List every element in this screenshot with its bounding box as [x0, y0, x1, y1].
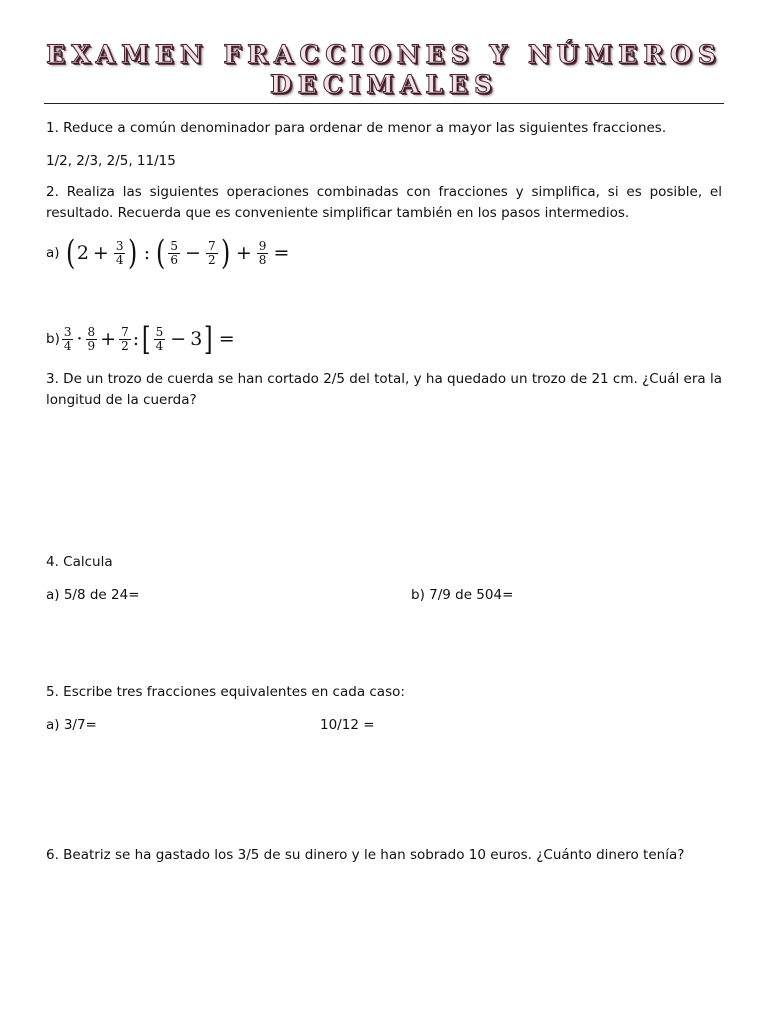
numerator: 3 [115, 238, 124, 253]
question-6-text: 6. Beatriz se ha gastado los 3/5 de su dinero y le han sobrado 10 euros. ¿Cuánto dinero tenía? [46, 847, 685, 863]
open-paren: ( [156, 233, 166, 273]
close-paren: ) [128, 233, 138, 273]
denominator: 4 [63, 338, 72, 353]
question-5-text: 5. Escribe tres fracciones equivalentes en cada caso: [46, 684, 405, 700]
numerator: 5 [170, 238, 179, 253]
minus-sign: − [170, 328, 187, 350]
question-2-text: 2. Realiza las siguientes operaciones combinadas con fracciones y simplifica, si es posible, el resultado. Recuerda que es conveniente simplificar también en los pasos intermedios. [46, 184, 722, 221]
numerator: 8 [87, 324, 96, 339]
equals-sign: = [273, 242, 290, 264]
denominator: 4 [115, 252, 124, 267]
expression-b-label: b) [46, 331, 60, 347]
division-sign: : [132, 328, 140, 350]
title-divider [44, 103, 724, 104]
fraction [257, 240, 269, 267]
numerator: 5 [155, 324, 164, 339]
numerator: 7 [207, 238, 216, 253]
fraction [62, 326, 74, 353]
fraction [154, 326, 166, 353]
equals-sign: = [218, 328, 235, 350]
denominator: 9 [87, 338, 96, 353]
expression-b [46, 320, 239, 358]
expression-a [46, 233, 293, 273]
denominator: 4 [155, 338, 164, 353]
exam-title: EXAMEN FRACCIONES Y NÚMEROS DECIMALES [46, 40, 722, 99]
question-4-item-b: b) 7/9 de 504= [411, 587, 514, 603]
denominator: 2 [121, 338, 129, 353]
question-3-text: 3. De un trozo de cuerda se han cortado 2/5 del total, y ha quedado un trozo de 21 cm. ¿Cuál era la longitud de la cuerda? [46, 371, 722, 408]
whole-number: 2 [76, 242, 89, 264]
expression-a-label: a) [46, 245, 60, 261]
question-4-item-a: a) 5/8 de 24= [46, 587, 140, 603]
plus-sign: + [100, 328, 117, 350]
numerator: 7 [121, 324, 129, 339]
fraction [206, 240, 218, 267]
fraction [168, 240, 180, 267]
close-paren: ) [220, 233, 230, 273]
plus-sign: + [92, 242, 109, 264]
question-4-text: 4. Calcula [46, 554, 113, 570]
fraction [119, 326, 131, 353]
minus-sign: − [185, 242, 201, 264]
multiplication-dot: · [76, 328, 83, 350]
numerator: 9 [258, 238, 267, 253]
open-bracket: [ [142, 320, 151, 358]
division-sign: : [143, 242, 151, 264]
close-bracket: ] [204, 320, 213, 358]
question-1-fractions: 1/2, 2/3, 2/5, 11/15 [46, 153, 176, 169]
open-paren: ( [65, 233, 75, 273]
question-5-item-b: 10/12 = [320, 717, 375, 733]
denominator: 8 [258, 252, 267, 267]
denominator: 2 [207, 252, 216, 267]
denominator: 6 [170, 252, 179, 267]
plus-sign: + [235, 242, 252, 264]
question-1-text: 1. Reduce a común denominador para ordenar de menor a mayor las siguientes fracciones. [46, 120, 667, 136]
numerator: 3 [63, 324, 72, 339]
fraction [86, 326, 98, 353]
question-5-item-a: a) 3/7= [46, 717, 97, 733]
fraction [114, 240, 126, 267]
whole-number: 3 [190, 328, 203, 350]
